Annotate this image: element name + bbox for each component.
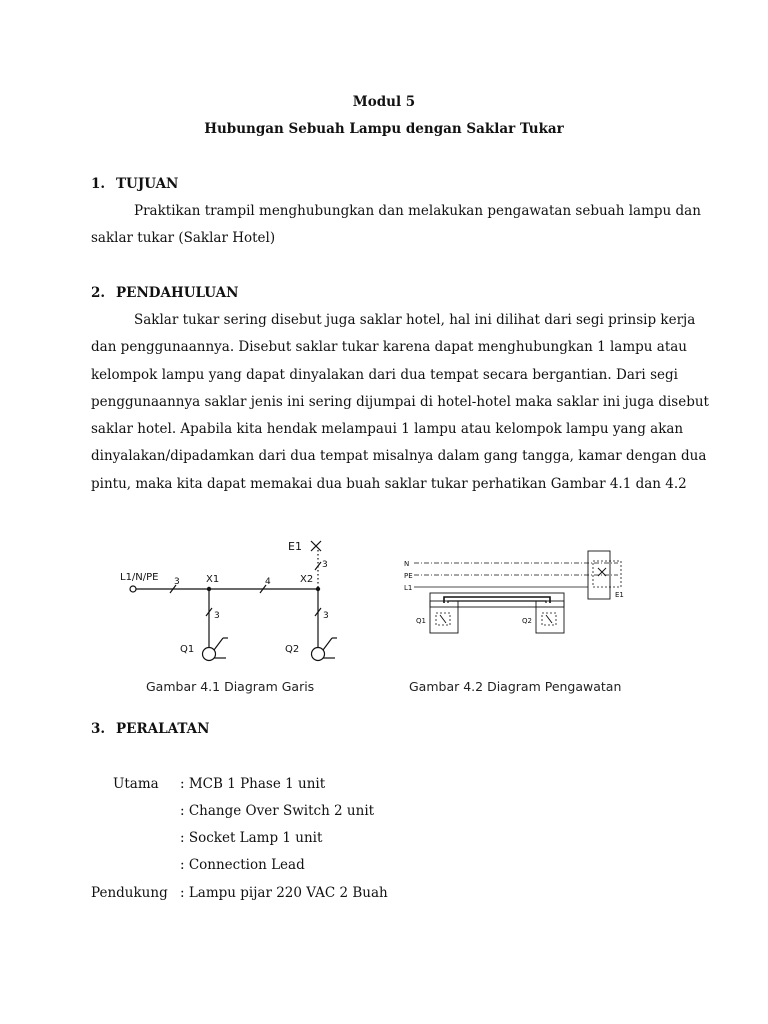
section-title: TUJUAN	[116, 176, 179, 192]
switch-q2-label: Q2	[285, 644, 300, 655]
lamp-label: E1	[288, 540, 302, 553]
lamp-box	[593, 561, 621, 587]
paragraph-line: dan penggunaannya. Disebut saklar tukar karena dapat menghubungkan 1 lampu atau	[91, 339, 687, 356]
paragraph-line: dinyalakan/dipadamkan dari dua tempat misalnya dalam gang tangga, kamar dengan dua	[91, 448, 707, 465]
equipment-item: : MCB 1 Phase 1 unit	[180, 776, 326, 792]
junction-x1-label: X1	[206, 574, 220, 585]
traveler-wires	[444, 597, 550, 603]
line-label: L1	[404, 584, 413, 592]
switch-box-q2	[536, 601, 564, 633]
switch-q1-label: Q1	[416, 617, 426, 625]
wire-count-label: 4	[265, 577, 271, 587]
equipment-label-utama: Utama	[113, 776, 159, 792]
earth-label: PE	[404, 572, 413, 580]
figure-4-1-caption: Gambar 4.1 Diagram Garis	[146, 679, 315, 694]
switch-q1-label: Q1	[180, 644, 195, 655]
wire-count-label: 3	[322, 560, 328, 570]
wire-count-label: 3	[214, 611, 220, 621]
switch-q2-symbol	[312, 648, 325, 661]
section-number: 2.	[91, 285, 106, 301]
source-terminal	[130, 586, 136, 592]
paragraph-line: penggunaannya saklar jenis ini sering dijumpai di hotel-hotel maka saklar ini juga disebut	[91, 393, 709, 410]
section-pendahuluan-body	[91, 307, 709, 498]
paragraph-line: Praktikan trampil menghubungkan dan melakukan pengawatan sebuah lampu dan	[134, 203, 701, 219]
figure-4-2-caption: Gambar 4.2 Diagram Pengawatan	[409, 679, 622, 694]
lamp-label: E1	[615, 591, 624, 599]
section-title: PENDAHULUAN	[116, 285, 239, 301]
section-tujuan-body	[91, 198, 701, 253]
section-title: PERALATAN	[116, 721, 210, 737]
wire-count-label: 3	[323, 611, 329, 621]
wire-count-label: 3	[174, 577, 180, 587]
figure-line-diagram	[110, 530, 370, 670]
equipment-item: : Connection Lead	[180, 857, 305, 873]
module-subtitle: Hubungan Sebuah Lampu dengan Saklar Tukar	[204, 121, 564, 137]
section-number: 3.	[91, 721, 106, 737]
equipment-item: : Socket Lamp 1 unit	[180, 830, 323, 846]
section-peralatan-heading	[91, 721, 210, 737]
switch-q1-symbol	[203, 648, 216, 661]
equipment-item: : Change Over Switch 2 unit	[180, 803, 375, 819]
switch-box-q1	[430, 601, 458, 633]
paragraph-line: kelompok lampu yang dapat dinyalakan dari dua tempat secara bergantian. Dari segi	[91, 366, 678, 383]
switch-q2-label: Q2	[522, 617, 532, 625]
section-pendahuluan-heading	[91, 285, 238, 301]
figure-wiring-diagram	[400, 545, 635, 640]
junction-x1-dot	[207, 587, 211, 591]
equipment-label-pendukung: Pendukung	[91, 885, 168, 901]
module-title: Modul 5	[352, 94, 416, 110]
paragraph-line: saklar hotel. Apabila kita hendak melampaui 1 lampu atau kelompok lampu yang akan	[91, 421, 684, 438]
section-tujuan-heading	[91, 176, 178, 192]
paragraph-line: Saklar tukar sering disebut juga saklar hotel, hal ini dilihat dari segi prinsip kerja	[134, 312, 696, 328]
paragraph-line: saklar tukar (Saklar Hotel)	[91, 230, 276, 247]
wire-duct-upper	[430, 593, 564, 607]
junction-x2-dot	[316, 587, 320, 591]
section-number: 1.	[91, 176, 106, 192]
source-label: L1/N/PE	[120, 572, 159, 583]
equipment-item: : Lampu pijar 220 VAC 2 Buah	[180, 885, 388, 901]
neutral-label: N	[404, 560, 410, 568]
paragraph-line: pintu, maka kita dapat memakai dua buah saklar tukar perhatikan Gambar 4.1 dan 4.2	[91, 475, 687, 492]
junction-x2-label: X2	[300, 574, 314, 585]
